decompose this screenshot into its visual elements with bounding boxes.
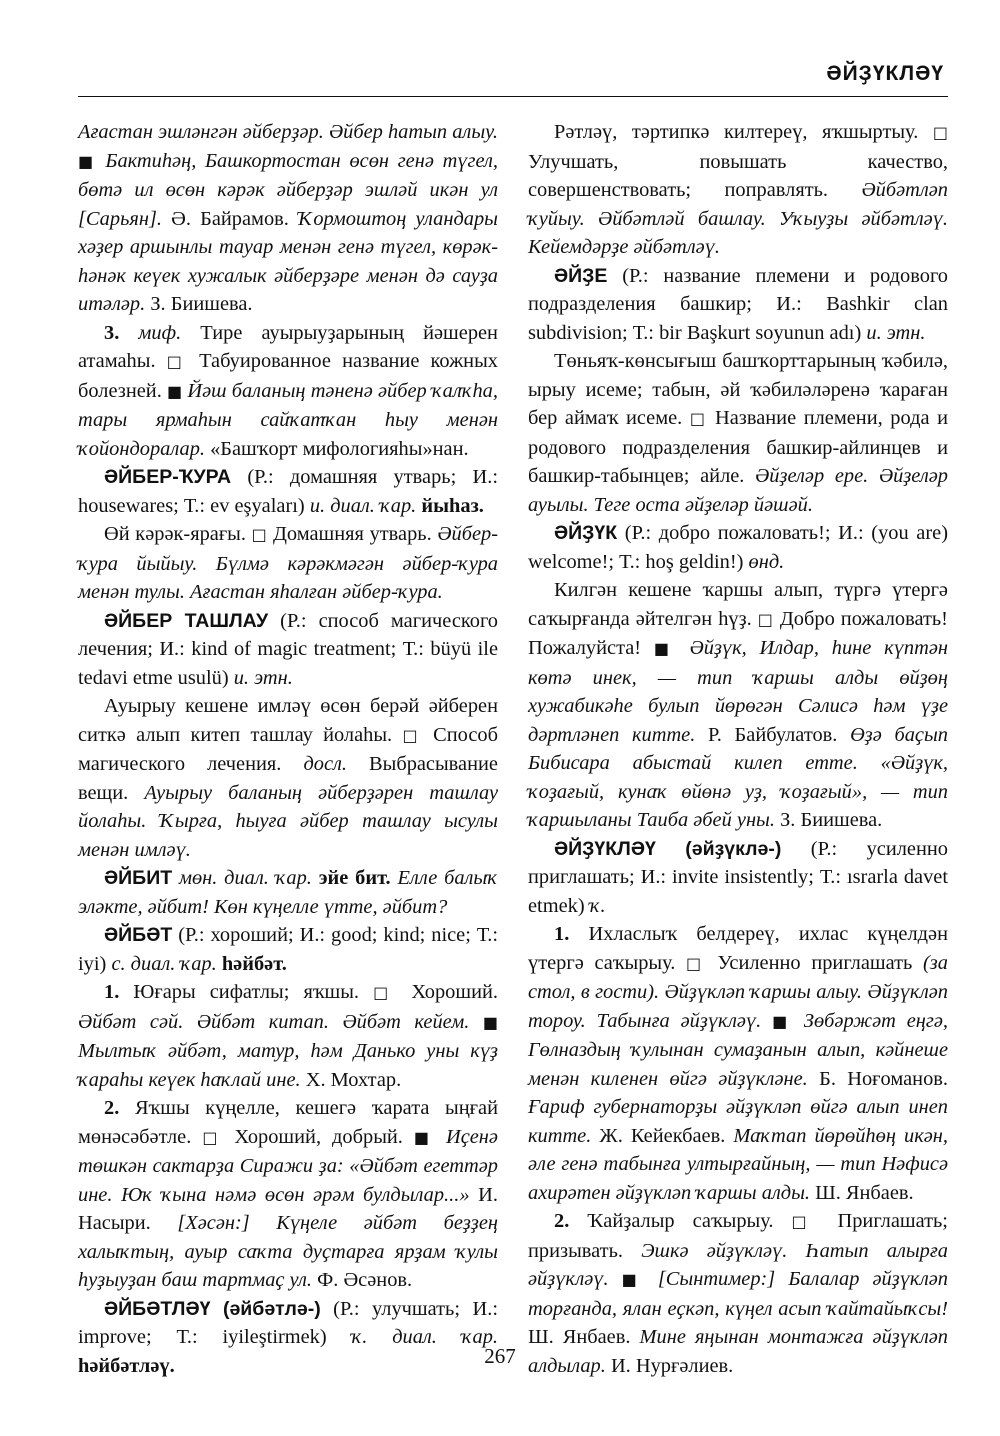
open-square-icon: □ xyxy=(757,609,774,629)
running-head: ӘЙҘҮКЛӘҮ xyxy=(826,62,944,85)
open-square-icon: □ xyxy=(932,123,948,142)
headword: ӘЙБИТ xyxy=(104,867,173,889)
filled-square-icon: ■ xyxy=(413,1127,435,1147)
dictionary-entry: ӘЙБӘТЛӘҮ (әйбәтлә-) (Р.: улучшать; И.: improve; Т.: iyileştirmek) ҡ. диал. ҡар. һәйбәтләү. xyxy=(78,1297,498,1377)
open-square-icon: □ xyxy=(686,953,707,973)
open-square-icon: □ xyxy=(166,352,188,371)
open-square-icon: □ xyxy=(202,1127,224,1147)
open-square-icon: □ xyxy=(251,525,268,544)
definition-paragraph: Рәтләү, тәртипкә килтереү, яҡшыртыу. □ Улучшать, повышать качество, совершенствовать; поправлять. Әйбәтләп ҡуйыу. Әйбәтләй башлау. Уҡыуҙы әйбәтләү. Кейемдәрҙе әйбәтләү. xyxy=(528,121,948,258)
filled-square-icon: ■ xyxy=(166,381,183,401)
sense-paragraph: 3. миф. Тире ауырыуҙарының йәшерен атамаһы. □ Табуированное название кожных болезней. ■ Йәш баланың тәненә әйбер ҡалҡһа, тары ярмаһын сайҡатҡан һыу менән ҡойондоралар. «Башҡорт мифологияһы»нан. xyxy=(78,321,498,460)
filled-square-icon: ■ xyxy=(653,639,677,658)
headword: ӘЙҘЕ xyxy=(554,264,608,287)
dictionary-entry: ӘЙБИТ мөн. диал. ҡар. эйе бит. Елле балыҡ эләкте, әйбит! Көн күңелле үтте, әйбит? xyxy=(78,867,498,918)
sense-paragraph: 1. Ихласлыҡ белдереү, ихлас күңелдән үтергә саҡырыу. □ Усиленно приглашать (за стол, в гости). Әйҙүкләп ҡаршы алыу. Әйҙүкләп тороу. Табынға әйҙүкләү. ■ Зөбәржәт еңгә, Гөлназдың ҡулынан сумаҙанын алып, кәйнеше менән киленен өйгә әйҙүкләне. Б. Ноғоманов. Ғариф губернаторҙы әйҙүкләп өйгә алып инеп китте. Ж. Кейекбаев. Маҡтап йөрөйһөң икән, әле генә табынға ултырғайның, — тип Нәфисә ахирәтен әйҙүкләп ҡаршы алды. Ш. Янбаев. xyxy=(528,923,949,1204)
sense-paragraph: 2. Ҡайҙалыр саҡырыу. □ Приглашать; призывать. Эшкә әйҙүкләү. Һатып алырға әйҙүкләү. ■ [Сынтимер:] Балалар әйҙүкләп торғанда, ялан еҫкәп, күңел асып ҡайтайыҡсы! Ш. Янбаев. Мине яңынан монтажға әйҙүкләп алдылар. И. Нурғәлиев. xyxy=(528,1210,948,1377)
filled-square-icon: ■ xyxy=(621,1270,645,1289)
definition-paragraph: Өй кәрәк-ярағы. □ Домашняя утварь. Әйбер-ҡура йыйыу. Бүлмә кәрәкмәгән әйбер-ҡура менән тулы. Ағастан яһалған әйбер-ҡура. xyxy=(78,523,499,603)
headword: ӘЙБӘТЛӘҮ xyxy=(104,1297,211,1320)
dictionary-entry: ӘЙБЕР ТАШЛАУ (Р.: способ магического лечения; И.: kind of magic treatment; Т.: büyü ile tedavi etme usulü) и. этн. xyxy=(78,609,498,689)
left-column xyxy=(78,118,498,1380)
dictionary-entry: ӘЙҘҮКЛӘҮ (әйҙүклә-) (Р.: усиленно приглашать; И.: invite insistently; Т.: ısrarla davet etmek) ҡ. xyxy=(528,837,948,917)
filled-square-icon: ■ xyxy=(482,1012,498,1032)
headword: ӘЙҘҮКЛӘҮ xyxy=(554,837,656,860)
definition-paragraph: Төньяҡ-көнсығыш башҡорттарының ҡәбилә, ырыу исеме; табын, әй ҡәбиләләренә ҡараған бер аймаҡ исеме. □ Название племени, рода и родового подразделения башкир-айлинцев и башкир-табынцев; айле. Әйҙеләр ере. Әйҙеләр ауылы. Теге оста әйҙеләр йәшәй. xyxy=(528,350,949,516)
headword: ӘЙҘҮК xyxy=(554,522,618,544)
open-square-icon: □ xyxy=(689,409,708,428)
dictionary-entry: ӘЙБЕР-ҠУРА (Р.: домашняя утварь; И.: housewares; Т.: ev eşyaları) и. диал. ҡар. йыһаз. xyxy=(78,466,498,517)
headword: ӘЙБӘТ xyxy=(104,924,173,946)
entry-continuation: Ағастан эшләнгән әйберҙәр. Әйбер һатып алыу. ■ Бактиһәң, Башкортостан өсөн генә түгел, бөтә ил өсөн кәрәк әйберҙәр эшләй икән ул [Сарьян]. Ә. Байрамов. Ҡормоштоң уландары хәҙер аршынлы тауар менән генә түгел, көрәк-һәнәк кеүек хужалык әйберҙәре менән дә сауҙа итәләр. З. Биишева. xyxy=(78,121,498,315)
dictionary-entry: ӘЙБӘТ (Р.: хороший; И.: good; kind; nice; Т.: iyi) с. диал. ҡар. һәйбәт. xyxy=(78,924,498,975)
definition-paragraph: Ауырыу кешене имләү өсөн берәй әйберен ситкә алып китеп ташлау йолаһы. □ Способ магического лечения. досл. Выбрасывание вещи. Ауырыу баланың әйберҙәрен ташлау йолаһы. Ҡырға, һыуға әйбер ташлау ысулы менән имләү. xyxy=(78,695,498,861)
headword: ӘЙБЕР-ҠУРА xyxy=(104,466,232,488)
headword: ӘЙБЕР ТАШЛАУ xyxy=(104,609,269,632)
open-square-icon: □ xyxy=(373,983,398,1002)
page-number: 267 xyxy=(484,1344,516,1368)
open-square-icon: □ xyxy=(402,725,423,745)
right-column xyxy=(528,118,948,1380)
open-square-icon: □ xyxy=(791,1212,820,1231)
filled-square-icon: ■ xyxy=(772,1011,793,1031)
filled-square-icon: ■ xyxy=(78,151,97,171)
dictionary-entry: ӘЙҘЕ (Р.: название племени и родового подразделения башкир; И.: Bashkir clan subdivision; Т.: bir Başkurt soyunun adı) и. этн. xyxy=(528,264,948,344)
sense-paragraph: 2. Яҡшы күңелле, кешегә ҡарата ыңғай мөнәсәбәтле. □ Хороший, добрый. ■ Иҫенә төшкән сактарҙа Сиражи ҙа: «Әйбәт егеттәр ине. Юҡ ҡына нәмә өсөн әрәм булдылар...» И. Насыри. [Хәсән:] Күңеле әйбәт беҙҙең халыҡтың, ауыр саҡта дуҫтарға ярҙам ҡулы һуҙыуҙан баш тартмаҫ ул. Ф. Әсәнов. xyxy=(78,1097,498,1291)
dictionary-entry: ӘЙҘҮК (Р.: добро пожаловать!; И.: (you are) welcome!; Т.: hoş geldin!) өнд. xyxy=(528,522,948,573)
definition-paragraph: Килгән кешене ҡаршы алып, түргә үтергә саҡырғанда әйтелгән һүҙ. □ Добро пожаловать! Пожалуйста! ■ Әйҙүк, Илдар, һине күптән көтә инек, — тип ҡаршы алды өйҙөң хужабикәһе булып йөрөгән Сәлисә һәм үҙе дәртләнеп китте. Р. Байбулатов. Өҙә баҫып Бибисара абыстай килеп етте. «Әйҙүк, ҡоҙағый, кунаҡ өйөнә уҙ, ҡоҙағый», — тип ҡаршыланы Таиба әбей уны. З. Биишева. xyxy=(528,579,948,831)
sense-paragraph: 1. Юғары сифатлы; яҡшы. □ Хороший. Әйбәт сәй. Әйбәт китап. Әйбәт кейем. ■ Мылтыҡ әйбәт, матур, һәм Данько уны күҙ ҡараһы кеүек һаҡлай ине. Х. Мохтар. xyxy=(78,981,498,1091)
page-header xyxy=(78,58,948,97)
